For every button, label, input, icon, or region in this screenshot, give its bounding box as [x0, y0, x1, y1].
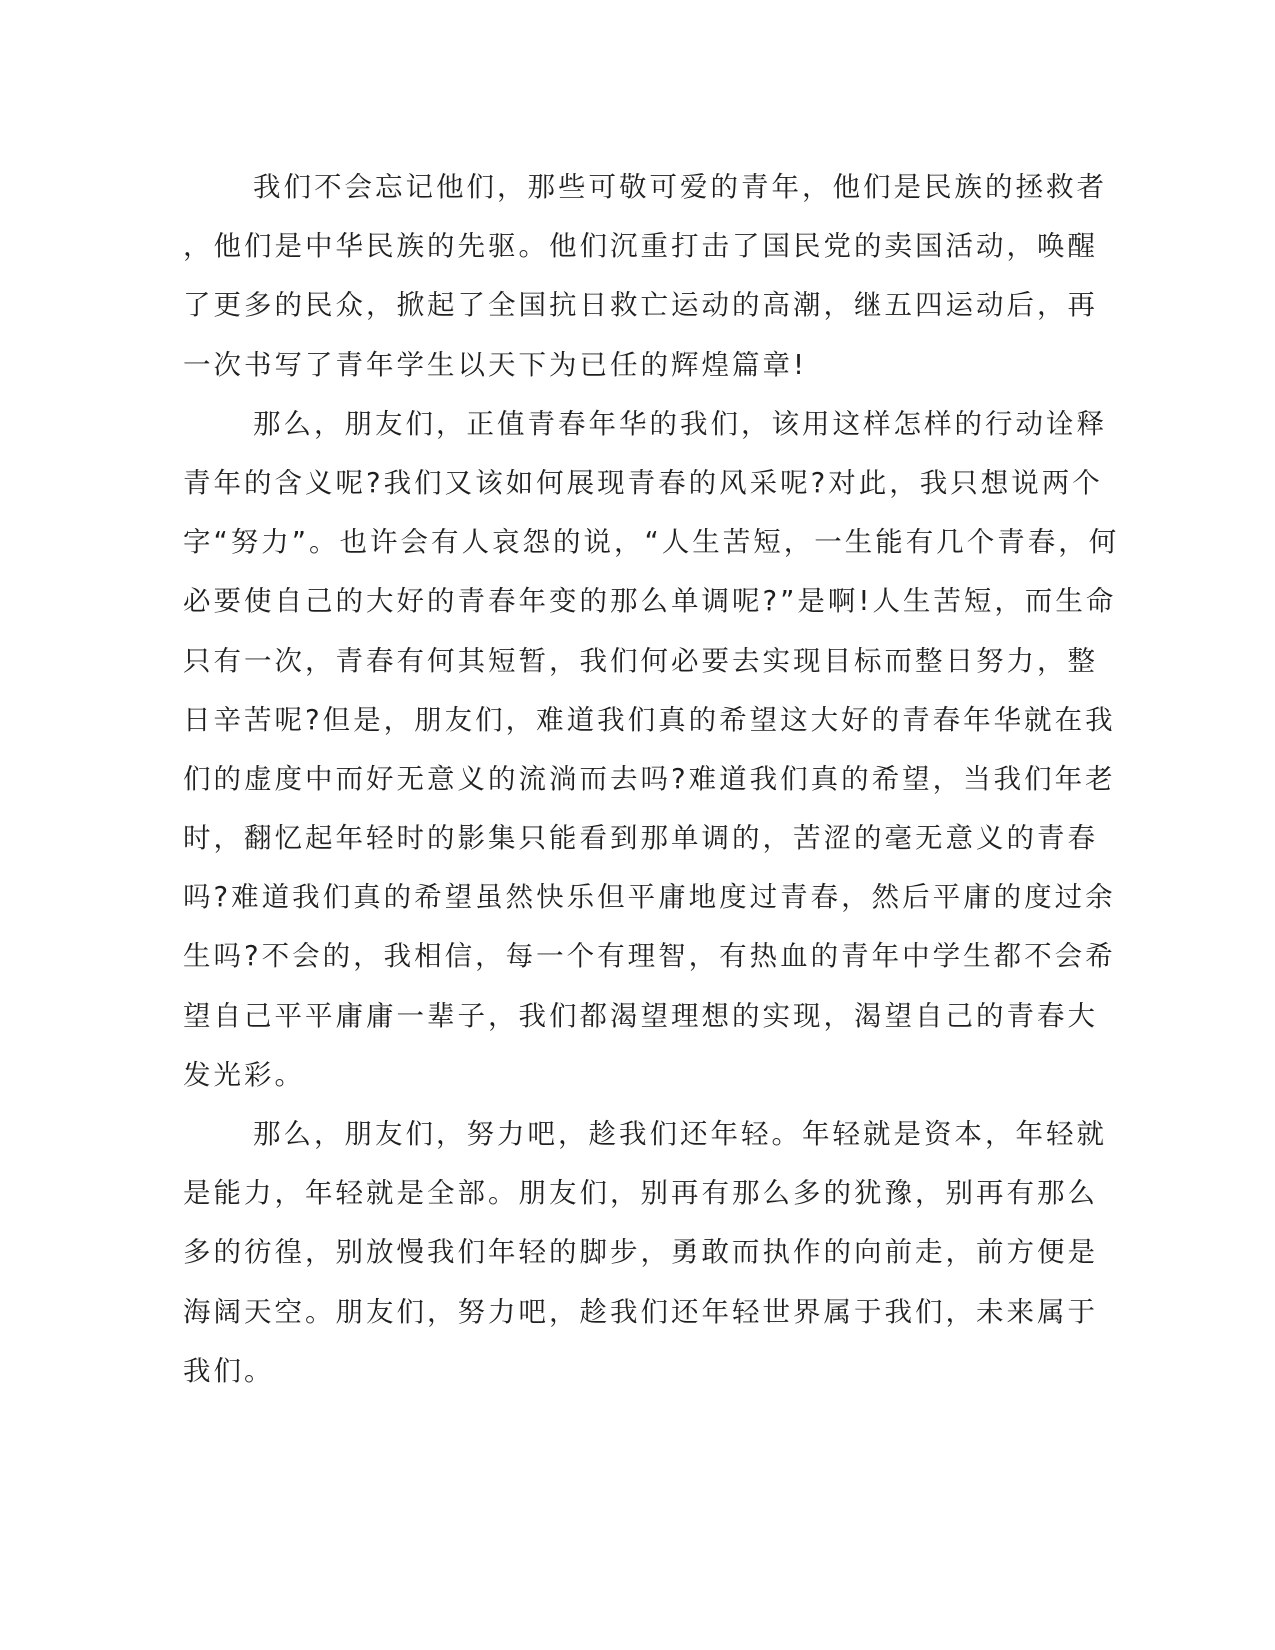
text-line: ，他们是中华民族的先驱。他们沉重打击了国民党的卖国活动，唤醒: [183, 230, 1098, 263]
text-line: 们的虚度中而好无意义的流淌而去吗?难道我们真的希望，当我们年老: [183, 762, 1116, 795]
text-line: 时，翻忆起年轻时的影集只能看到那单调的，苦涩的毫无意义的青春: [183, 822, 1098, 855]
text-line: 我们。: [183, 1354, 275, 1387]
text-line: 吗?难道我们真的希望虽然快乐但平庸地度过青春，然后平庸的度过余: [183, 881, 1116, 914]
text-line: 望自己平平庸庸一辈子，我们都渴望理想的实现，渴望自己的青春大: [183, 999, 1098, 1032]
paragraph-1: [183, 158, 1107, 395]
text-line: 那么，朋友们，正值青春年华的我们，该用这样怎样的行动诠释: [253, 407, 1107, 440]
text-line: 多的彷徨，别放慢我们年轻的脚步，勇敢而执作的向前走，前方便是: [183, 1236, 1098, 1269]
text-line: 了更多的民众，掀起了全国抗日救亡运动的高潮，继五四运动后，再: [183, 289, 1098, 322]
text-line: 一次书写了青年学生以天下为已任的辉煌篇章!: [183, 348, 808, 381]
text-line: 那么，朋友们，努力吧，趁我们还年轻。年轻就是资本，年轻就: [253, 1118, 1107, 1150]
text-line: 青年的含义呢?我们又该如何展现青春的风采呢?对此，我只想说两个: [183, 466, 1103, 499]
body-text: [183, 158, 1120, 1401]
text-line: 生吗?不会的，我相信，每一个有理智，有热血的青年中学生都不会希: [183, 940, 1116, 973]
text-line: 海阔天空。朋友们，努力吧，趁我们还年轻世界属于我们，未来属于: [183, 1295, 1098, 1328]
text-line: 只有一次，青春有何其短暂，我们何必要去实现目标而整日努力，整: [183, 644, 1098, 677]
paragraph-2: [183, 395, 1120, 1105]
text-line: 字“努力”。也许会有人哀怨的说，“人生苦短，一生能有几个青春，何: [183, 526, 1120, 559]
text-line: 必要使自己的大好的青春年变的那么单调呢?”是啊!人生苦短，而生命: [183, 585, 1117, 618]
text-line: 是能力，年轻就是全部。朋友们，别再有那么多的犹豫，别再有那么: [183, 1177, 1098, 1210]
text-line: 日辛苦呢?但是，朋友们，难道我们真的希望这大好的青春年华就在我: [183, 703, 1116, 736]
text-line: 我们不会忘记他们，那些可敬可爱的青年，他们是民族的拯救者: [253, 171, 1107, 203]
paragraph-3: [183, 1105, 1107, 1401]
text-line: 发光彩。: [183, 1058, 305, 1091]
